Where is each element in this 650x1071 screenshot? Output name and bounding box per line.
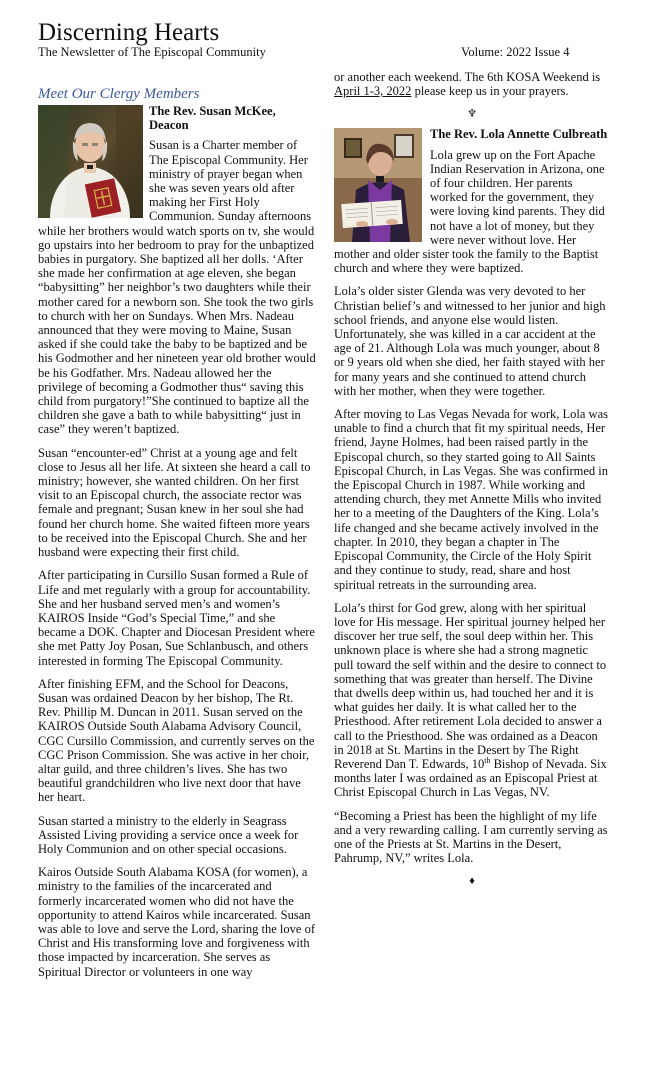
continuation-tail: please keep us in your prayers. xyxy=(411,84,569,99)
newsletter-subtitle: The Newsletter of The Episcopal Community xyxy=(38,45,266,59)
mckee-paragraph-2: Susan “encounter-ed” Christ at a young age and felt close to Jesus all her life. At sixteen she heard a call to ministry; however, she wanted children. On her first visit to an Episcopal church, the associate rector was female and pregnant; Susan knew in her soul she had found her church home. She waited fifteen more years to be received into the Episcopal Church. She and her husband were expecting their first child. xyxy=(38,445,311,560)
continuation-text: or another each weekend. The 6th KOSA Weekend is xyxy=(334,70,601,84)
section-divider-ornament: ♆ xyxy=(467,108,477,121)
mckee-continuation xyxy=(334,70,610,98)
culbreath-paragraph-4 xyxy=(334,601,610,800)
volume-issue: Volume: 2022 Issue 4 xyxy=(461,45,570,59)
portrait-image xyxy=(38,105,143,218)
mckee-paragraph-3: After participating in Cursillo Susan formed a Rule of Life and met regularly with a group for accountability. She and her husband served men’s and women’s KAIROS Inside “God’s Special Time,” and she became a DOK. Chapter and Diocesan President where she met Patty Joy Posan, Sue Schlanbusch, and others interested in forming The Episcopal Community. xyxy=(38,568,315,668)
mckee-paragraph-1: Susan is a Charter member of The Episcopal Community. Her ministry of prayer began when she was seven years old after making her First Holy Communion. Sunday afternoons while her brothers would watch sports on tv, she would go upstairs into her bedroom to pray for the unbaptized babies in purgatory. She baptized all her dolls. ‘After she made her confirmation at age eleven, she began “babysitting” her neighbor’s two daughters while their mother cared for a newborn son. She took the two girls to church with her on Sundays. When Mrs. Nadeau announced that they were moving to Maine, Susan asked if she could take the baby to be baptized and be his Godmother and her nineteen year old brother would be his Godfather. Mrs. Nadeau allowed her the privilege of becoming a Godmother thus“ saving this child from purgatory!”She continued to baptize all the children she gave a bath to while babysitting“ just in case” they weren’t baptized. xyxy=(38,138,316,437)
mckee-paragraph-4: After finishing EFM, and the School for Deacons, Susan was ordained Deacon by her bishop, The Rt. Rev. Phillip M. Duncan in 2011. Susan served on the KAIROS Outside South Alabama Advisory Council, CGC Cursillo Commission, and currently serves on the CGC Prison Commission. She was active in her choir, altar guild, and three children’s lives. She has two beautiful grandchildren who live next door that have her heart. xyxy=(38,676,315,805)
kosa-weekend-date: April 1-3, 2022 xyxy=(334,84,412,99)
culbreath-paragraph-5: “Becoming a Priest has been the highlight of my life and a very rewarding calling. I am currently serving as one of the Priests at St. Martins in the Desert, Pahrump, NV,” writes Lola. xyxy=(334,808,608,866)
clergy-name-mckee: The Rev. Susan McKee, Deacon xyxy=(149,104,276,133)
culbreath-paragraph-1: Lola grew up on the Fort Apache Indian Reservation in Arizona, one of four children. Her parents worked for the government, they were loving kind parents. They did not have a lot of money, but they were never without love. Her mother and older sister took the family to the Baptist church and where they were baptized. xyxy=(334,147,605,276)
section-heading: Meet Our Clergy Members xyxy=(38,86,200,102)
left-column xyxy=(38,86,316,988)
newsletter-title: Discerning Hearts xyxy=(38,19,220,46)
portrait-image xyxy=(334,128,422,242)
clergy-name-culbreath: The Rev. Lola Annette Culbreath xyxy=(430,127,608,142)
mckee-paragraph-6: Kairos Outside South Alabama KOSA (for women), a ministry to the families of the incarcerated and formerly incarcerated women who did not have the opportunity to attend Kairos while incarcerated. Susan was able to love and serve the Lord, sharing the love of Christ and His transforming love and forgiveness with those impacted by incarceration. She serves as Spiritual Director or volunteers in one way xyxy=(38,865,315,979)
end-ornament: ♦ xyxy=(469,875,475,888)
right-column xyxy=(334,70,610,894)
paragraph-4-end: Bishop of Nevada. Six months later I was ordained as an Episcopal Priest at Christ Episcopal Church in Las Vegas, NV. xyxy=(334,756,607,800)
photo-susan-mckee xyxy=(38,105,143,218)
culbreath-paragraph-2: Lola’s older sister Glenda was very devoted to her Christian belief’s and witnessed to her junior and high school friends, and anyone else would listen. Unfortunately, she was killed in a car accident at the age of 21. Although Lola was much younger, about 8 or 9 years old when she died, her faith stayed with her for many years and she continued to attend church with her mother, when they were together. xyxy=(334,284,606,398)
culbreath-paragraph-3: After moving to Las Vegas Nevada for work, Lola was unable to find a church that fit my spiritual needs, Her friend, Jayne Holmes, had been raised partly in the Episcopal church, so they started going to All Saints Episcopal Church, in Las Vegas. She was confirmed in the Episcopal Church in 1987. While working and attending church, they met Annette Mills who invited her to a meeting of the Daughters of the King. Lola’s life changed and she became actively involved in the chapter. In 2010, they began a chapter in The Episcopal Community, the Circle of the Holy Spirit and they continue to study, read, share and host spiritual retreats in the surrounding area. xyxy=(334,407,609,592)
paragraph-4-start: Lola’s thirst for God grew, along with her spiritual love for His message. Her spiritual journey helped her discover her true self, the soul deep within her. This unknown place is where she had a strong magnetic pull toward the self within and the desire to connect to something that was greater than herself. The Divine that dwells deep within us, had touched her and it is what guides her daily. It is what called her to the Priesthood. After retirement Lola decided to answer a call to the Priesthood. She was ordained as a Deacon in 2018 at St. Martins in the Desert by The Right Reverend Dan T. Edwards, 10 xyxy=(334,600,607,771)
ordinal-superscript: th xyxy=(484,755,491,765)
photo-lola-culbreath xyxy=(334,128,422,242)
mckee-paragraph-5: Susan started a ministry to the elderly in Seagrass Assisted Living providing a service once a week for Holy Communion and on other special occasions. xyxy=(38,813,299,856)
